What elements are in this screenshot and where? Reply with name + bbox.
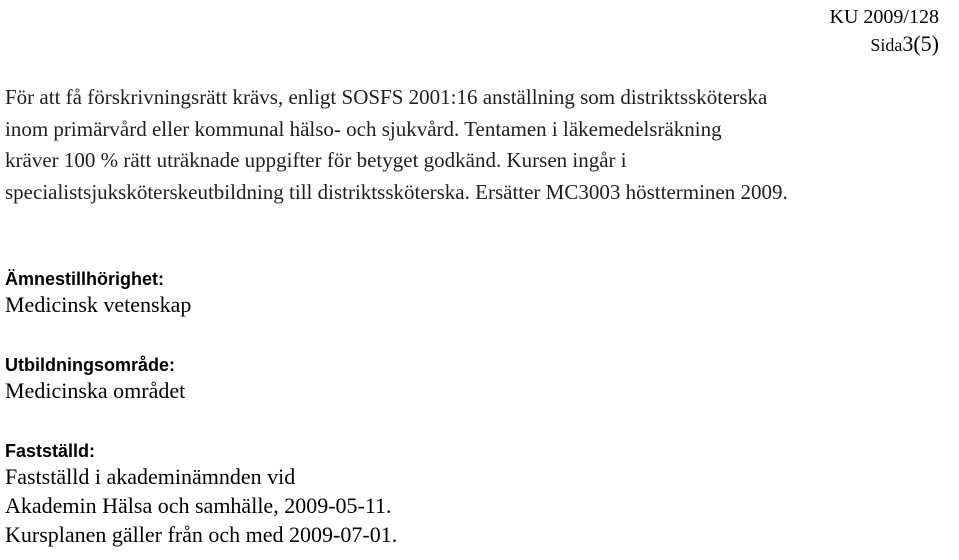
subject-heading: Ämnestillhörighet: (5, 269, 165, 289)
subject-section (5, 268, 945, 319)
page-number (830, 30, 939, 59)
intro-paragraph (5, 82, 955, 208)
education-area-value: Medicinska området (5, 378, 186, 403)
page-number-value: 3(5) (902, 31, 939, 56)
intro-line-1: För att få förskrivningsrätt krävs, enligt SOSFS 2001:16 anställning som distriktssköterska (5, 85, 768, 109)
document-reference: KU 2009/128 (829, 6, 939, 28)
established-section (5, 440, 945, 549)
intro-line-4: specialistsjuksköterskeutbildning till distriktssköterska. Ersätter MC3003 höstterminen 2009. (5, 179, 788, 204)
intro-line-2: inom primärvård eller kommunal hälso- och sjukvård. Tentamen i läkemedelsräkning (5, 116, 722, 141)
established-line-3: Kursplanen gäller från och med 2009-07-01. (5, 522, 398, 547)
education-area-heading: Utbildningsområde: (5, 355, 175, 375)
intro-line-3: kräver 100 % rätt uträknade uppgifter för betyget godkänd. Kursen ingår i (5, 148, 627, 172)
education-area-section (5, 354, 945, 405)
established-line-1: Fastställd i akademinämnden vid (5, 464, 296, 489)
page-prefix: Sida (870, 35, 903, 55)
page-header (830, 4, 939, 59)
subject-value: Medicinsk vetenskap (5, 292, 192, 317)
established-line-2: Akademin Hälsa och samhälle, 2009-05-11. (5, 493, 392, 518)
established-heading: Fastställd: (5, 441, 96, 461)
